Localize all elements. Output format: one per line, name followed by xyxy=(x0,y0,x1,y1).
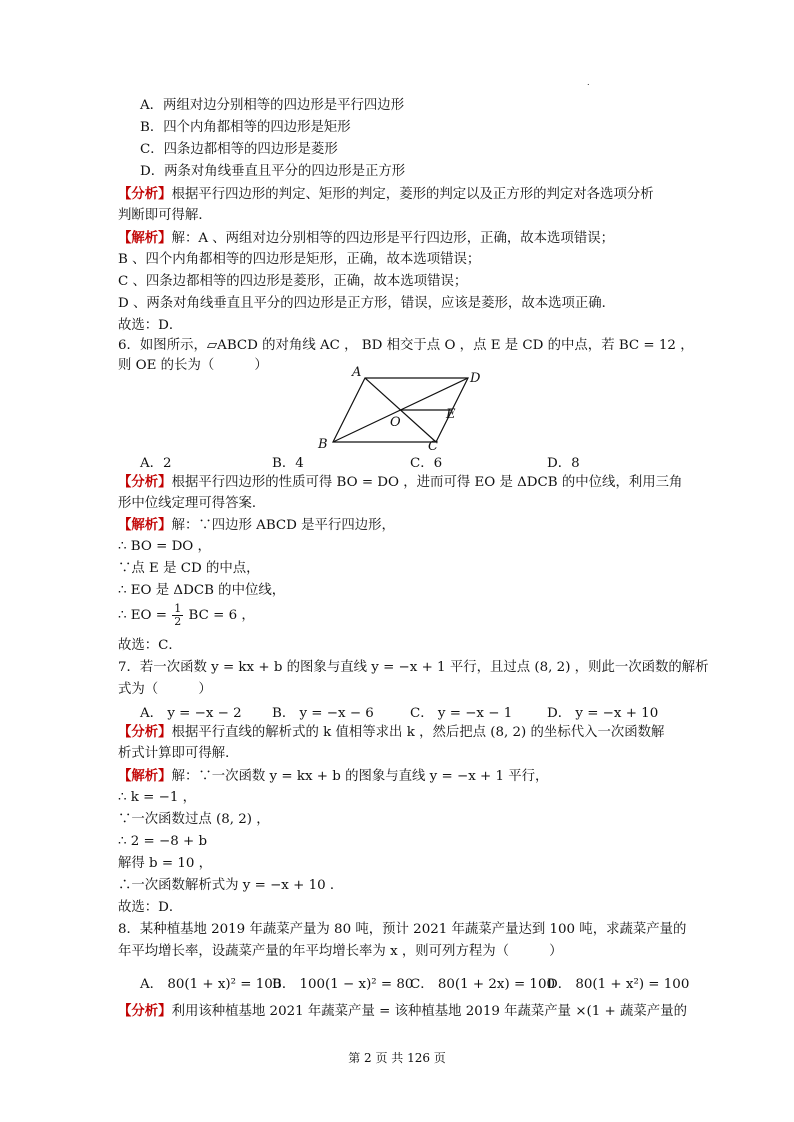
label-e: E xyxy=(446,407,456,422)
analysis-tag: 【分析】 xyxy=(118,186,172,202)
q6-solution-l5 xyxy=(118,602,255,630)
q6-solution xyxy=(118,516,395,535)
q8-analysis-text: 利用该种植基地 2021 年蔬菜产量 = 该种植基地 2019 年蔬菜产量 ×(1 + 蔬菜产量的 xyxy=(171,1004,687,1019)
q7-solution-l2: ∴ k = −1 ， xyxy=(118,790,197,805)
q7-stem: 7．若一次函数 y = kx + b 的图象与直线 y = −x + 1 平行，且过点 (8, 2) ，则此一次函数的解析 xyxy=(118,660,709,675)
q8-option-d: D． 80(1 + x²) = 100 xyxy=(547,977,690,992)
label-b: B xyxy=(318,437,328,450)
q5-solution-l1: 解：A 、两组对边分别相等的四边形是平行四边形，正确，故本选项错误； xyxy=(171,231,614,246)
corner-mark: . xyxy=(587,78,590,87)
q8-analysis xyxy=(118,1002,687,1021)
q5-analysis xyxy=(118,185,654,204)
label-o: O xyxy=(390,415,401,430)
q6-solution-l4: ∴ EO 是 ΔDCB 的中位线， xyxy=(118,583,286,598)
q5-option-d: D．两条对角线垂直且平分的四边形是正方形 xyxy=(140,164,406,179)
q6-sol-l5-post: BC = 6 ， xyxy=(188,608,255,623)
parallelogram-figure xyxy=(310,364,490,450)
label-c: C xyxy=(428,439,438,450)
q6-option-d: D．8 xyxy=(547,456,580,471)
q5-solution xyxy=(118,229,614,248)
q7-solution xyxy=(118,767,548,786)
q8-stem-cont: 年平均增长率，设蔬菜产量的年平均增长率为 x ，则可列方程为（ ） xyxy=(118,944,563,959)
q7-analysis-text: 根据平行直线的解析式的 k 值相等求出 k ，然后把点 (8, 2) 的坐标代入一次函数解 xyxy=(171,725,665,740)
q8-option-a: A． 80(1 + x)² = 100 xyxy=(140,977,282,992)
page-footer: 第 2 页 共 126 页 xyxy=(348,1051,446,1065)
q8-option-c: C． 80(1 + 2x) = 100 xyxy=(410,977,555,992)
q7-option-b: B． y = −x − 6 xyxy=(272,706,374,721)
q8-stem: 8．某种植基地 2019 年蔬菜产量为 80 吨，预计 2021 年蔬菜产量达到 100 吨，求蔬菜产量的 xyxy=(118,922,687,937)
fraction-numerator: 1 xyxy=(174,602,182,615)
analysis-tag: 【分析】 xyxy=(118,724,172,740)
q5-analysis-cont: 判断即可得解． xyxy=(118,208,212,223)
q7-option-a: A． y = −x − 2 xyxy=(140,706,242,721)
q7-analysis xyxy=(118,723,664,742)
q7-solution-l5: 解得 b = 10 ， xyxy=(118,856,213,871)
q8-option-b: B． 100(1 − x)² = 80 xyxy=(272,977,414,992)
solution-tag: 【解析】 xyxy=(118,230,172,246)
q6-solution-l1: 解：∵四边形 ABCD 是平行四边形， xyxy=(171,518,395,533)
label-a: A xyxy=(352,365,362,380)
q6-stem: 6．如图所示，▱ABCD 的对角线 AC ， BD 相交于点 O ，点 E 是 CD 的中点，若 BC = 12 ， xyxy=(118,338,694,353)
q7-stem-cont: 式为（ ） xyxy=(118,682,212,697)
q7-option-c: C． y = −x − 1 xyxy=(410,706,513,721)
solution-tag: 【解析】 xyxy=(118,517,172,533)
q5-option-a: A．两组对边分别相等的四边形是平行四边形 xyxy=(140,98,405,113)
q6-answer: 故选：C． xyxy=(118,638,182,653)
q5-solution-l4: D 、两条对角线垂直且平分的四边形是正方形，错误，应该是菱形，故本选项正确． xyxy=(118,296,616,311)
q5-option-b: B．四个内角都相等的四边形是矩形 xyxy=(140,120,351,135)
q5-solution-l2: B 、四个内角都相等的四边形是矩形，正确，故本选项错误； xyxy=(118,252,481,267)
q6-option-b: B．4 xyxy=(272,456,304,471)
label-d: D xyxy=(470,371,481,386)
q6-solution-l3: ∵点 E 是 CD 的中点， xyxy=(118,561,260,576)
q7-solution-l4: ∴ 2 = −8 + b xyxy=(118,834,208,849)
q7-analysis-cont: 析式计算即可得解． xyxy=(118,746,239,761)
q6-analysis xyxy=(118,473,682,492)
analysis-tag: 【分析】 xyxy=(118,474,172,490)
q7-option-d: D． y = −x + 10 xyxy=(547,706,659,721)
q6-option-c: C．6 xyxy=(410,456,443,471)
q6-sol-l5-pre: ∴ EO = xyxy=(118,608,168,623)
q6-option-a: A．2 xyxy=(140,456,172,471)
analysis-tag: 【分析】 xyxy=(118,1003,172,1019)
q6-analysis-cont: 形中位线定理可得答案． xyxy=(118,496,266,511)
q5-answer: 故选：D． xyxy=(118,318,183,333)
q5-option-c: C．四条边都相等的四边形是菱形 xyxy=(140,142,338,157)
q7-solution-l3: ∵一次函数过点 (8, 2) ， xyxy=(118,812,270,827)
q6-solution-l2: ∴ BO = DO ， xyxy=(118,539,211,554)
q7-solution-l6: ∴一次函数解析式为 y = −x + 10 ． xyxy=(118,878,344,893)
solution-tag: 【解析】 xyxy=(118,768,172,784)
fraction-denominator: 2 xyxy=(174,615,182,628)
fraction xyxy=(172,603,183,628)
q7-answer: 故选：D． xyxy=(118,900,183,915)
q5-analysis-text: 根据平行四边形的判定、矩形的判定，菱形的判定以及正方形的判定对各选项分析 xyxy=(171,187,654,202)
q6-analysis-text: 根据平行四边形的性质可得 BO = DO ，进而可得 EO 是 ΔDCB 的中位线，利用三角 xyxy=(171,475,683,490)
q5-solution-l3: C 、四条边都相等的四边形是菱形，正确，故本选项错误； xyxy=(118,274,468,289)
q6-stem-cont: 则 OE 的长为（ ） xyxy=(118,358,268,373)
q7-solution-l1: 解：∵一次函数 y = kx + b 的图象与直线 y = −x + 1 平行， xyxy=(171,769,549,784)
